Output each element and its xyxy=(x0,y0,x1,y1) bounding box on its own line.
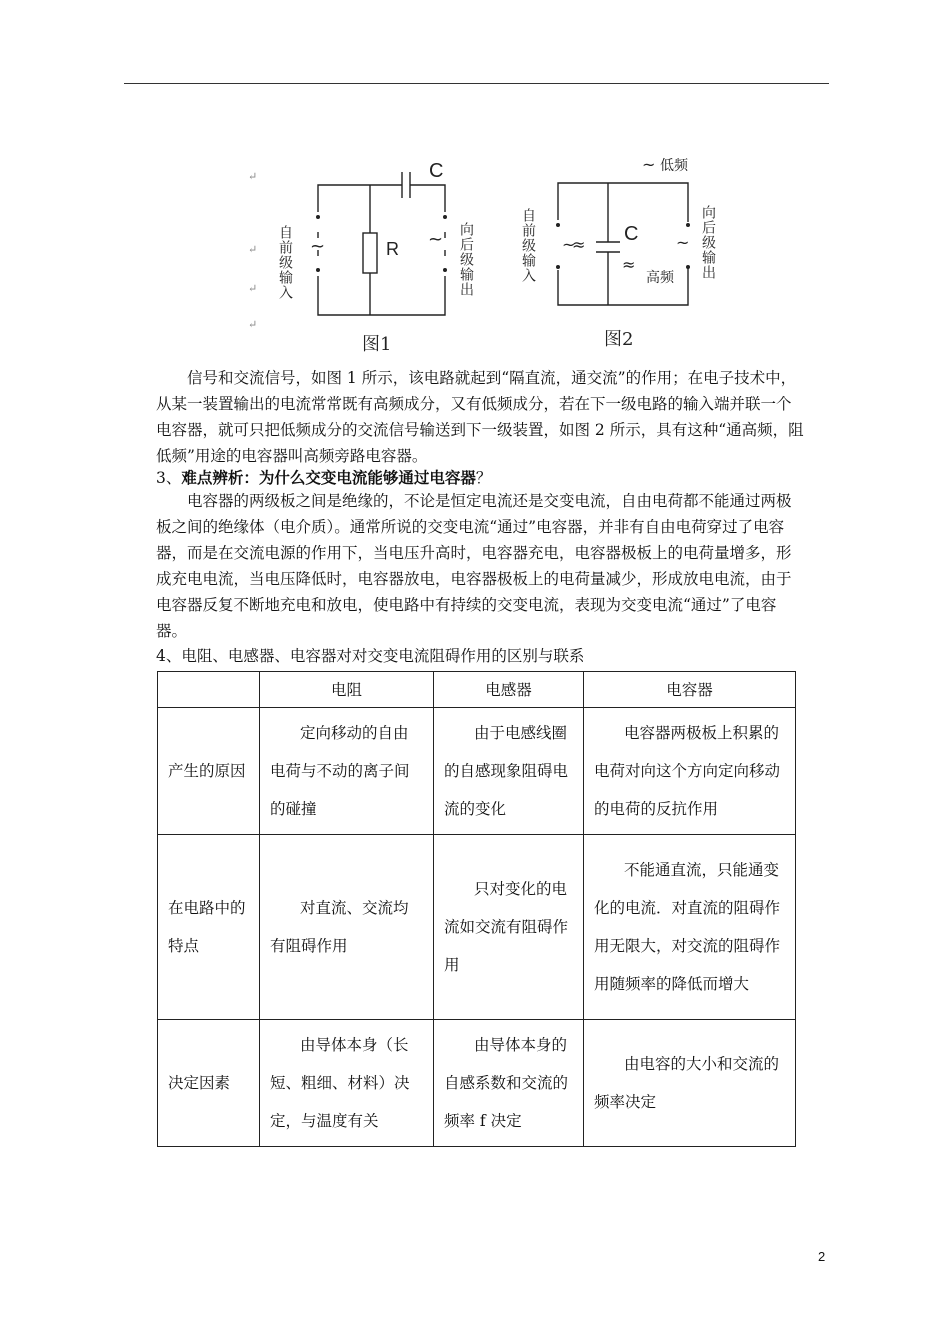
fig2-capacitor-label: C xyxy=(624,223,639,245)
paragraph-mark-icon: ↵ xyxy=(248,170,258,183)
fig2-input-signal-icon: ~ xyxy=(562,235,576,254)
header-rule xyxy=(124,83,829,84)
heading-section-4: 4、电阻、电感器、电容器对对交变电流阻碍作用的区别与联系 xyxy=(156,647,585,665)
table-header-cell: 电感器 xyxy=(434,672,584,708)
table-header-row xyxy=(158,672,796,708)
fig2-output-label: 向后级输出 xyxy=(700,205,716,280)
heading-3-text: 难点辨析：为什么交变电流能够通过电容器 xyxy=(181,468,476,487)
fig2-low-freq-symbol-icon: ~ xyxy=(642,155,656,174)
table-cell: 不能通直流，只能通变化的电流．对直流的阻碍作用无限大，对交流的阻碍作用随频率的降低而增大 xyxy=(584,835,796,1020)
fig2-input-label: 自前级输入 xyxy=(520,208,536,283)
table-cell: 决定因素 xyxy=(158,1020,260,1147)
table-cell: 由电容的大小和交流的频率决定 xyxy=(584,1020,796,1147)
fig1-caption: 图1 xyxy=(362,334,392,355)
fig2-high-freq-symbol-icon: ≈ xyxy=(622,255,636,274)
paragraph-capacitor-explanation: 电容器的两级板之间是绝缘的，不论是恒定电流还是交变电流，自由电荷都不能通过两极板之间的绝缘体（电介质）。通常所说的交变电流“通过”电容器，并非有自由电荷穿过了电容器，而是在交流电源的作用下，当电压升高时，电容器充电，电容器极板上的电荷量增多，形成充电电流，当电压降低时，电容器放电，电容器极板上的电荷量减少，形成放电电流，由于电容器反复不断地充电和放电，使电路中有持续的交变电流，表现为交变电流“通过”了电容器。 xyxy=(156,492,792,640)
table-row xyxy=(158,835,796,1020)
heading-3-number: 3、 xyxy=(156,469,182,487)
table-cell: 产生的原因 xyxy=(158,708,260,835)
paragraph-filter-explanation: 信号和交流信号，如图 1 所示，该电路就起到“隔直流，通交流”的作用；在电子技术中，从某一装置输出的电流常常既有高频成分，又有低频成分，若在下一级电路的输入端并联一个电容器，就可只把低频成分的交流信号输送到下一级装置，如图 2 所示，具有这种“通高频，阻低频”用途的电容器叫高频旁路电容器。 xyxy=(156,369,804,465)
paragraph-mark-icon: ↵ xyxy=(248,243,258,256)
fig2-high-freq-label: 高频 xyxy=(646,270,674,286)
fig2-low-freq-label: 低频 xyxy=(660,158,688,174)
comparison-table xyxy=(157,671,796,1147)
figure-1-circuit xyxy=(240,150,490,360)
figure-2-circuit xyxy=(518,150,748,360)
fig1-capacitor-label: C xyxy=(429,160,444,182)
fig1-output-label: 向后级输出 xyxy=(458,222,474,297)
table-row xyxy=(158,708,796,835)
table-header-cell: 电容器 xyxy=(584,672,796,708)
table-cell: 在电路中的特点 xyxy=(158,835,260,1020)
table-header-cell: 电阻 xyxy=(260,672,434,708)
paragraph-mark-icon: ↵ xyxy=(248,318,258,331)
heading-3-end: ？ xyxy=(475,469,492,487)
table-cell: 由导体本身（长短、粗细、材料）决定，与温度有关 xyxy=(260,1020,434,1147)
fig2-caption: 图2 xyxy=(604,329,634,350)
table-cell: 定向移动的自由电荷与不动的离子间的碰撞 xyxy=(260,708,434,835)
page-number: 2 xyxy=(818,1249,826,1264)
fig2-input-high-signal-icon: ≈ xyxy=(572,235,586,254)
table-cell: 由于电感线圈的自感现象阻碍电流的变化 xyxy=(434,708,584,835)
table-cell: 只对变化的电流如交流有阻碍作用 xyxy=(434,835,584,1020)
fig1-output-signal-icon: ~ xyxy=(428,229,444,250)
table-cell: 由导体本身的自感系数和交流的频率 f 决定 xyxy=(434,1020,584,1147)
table-cell: 对直流、交流均有阻碍作用 xyxy=(260,835,434,1020)
fig1-input-label: 自前级输入 xyxy=(277,225,293,300)
heading-section-3 xyxy=(156,466,491,488)
fig1-input-signal-icon: ~ xyxy=(310,236,326,257)
fig2-output-signal-icon: ~ xyxy=(676,233,690,252)
fig1-resistor-label: R xyxy=(386,239,399,259)
table-row xyxy=(158,1020,796,1147)
table-header-cell xyxy=(158,672,260,708)
paragraph-mark-icon: ↵ xyxy=(248,282,258,295)
table-cell: 电容器两极板上积累的电荷对向这个方向定向移动的电荷的反抗作用 xyxy=(584,708,796,835)
